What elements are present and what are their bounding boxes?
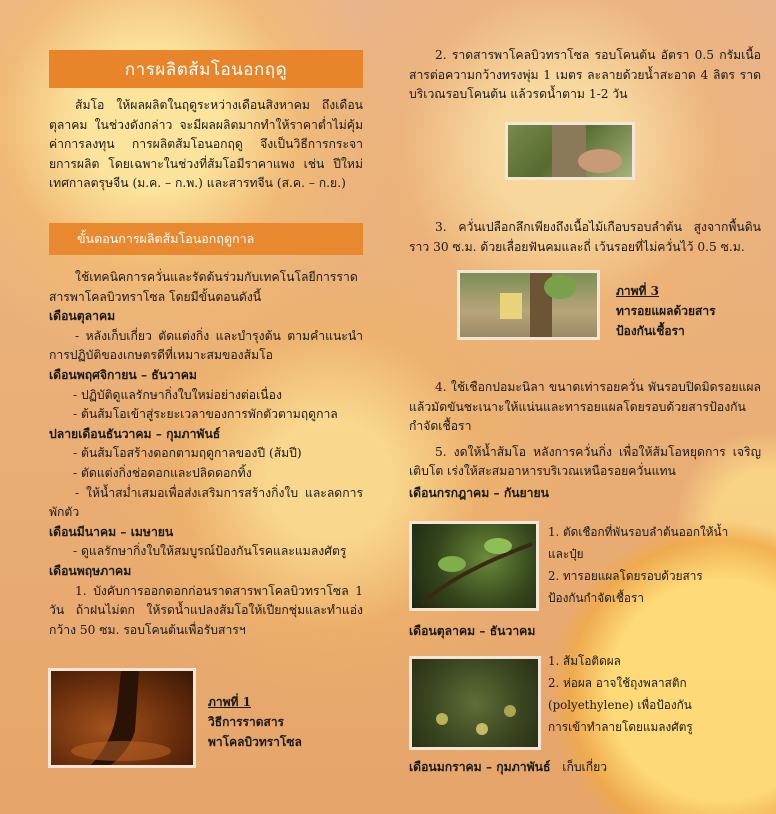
month-heading: เดือนกรกฎาคม – กันยายน <box>409 485 549 500</box>
steps-intro: ใช้เทคนิคการควั่นและรัดต้นร่วมกับเทคโนโลยีการราดสารพาโคลบิวทราโซล โดยมีขั้นตอนดังนี้ <box>49 270 358 304</box>
month-heading: เดือนตุลาคม <box>49 309 116 324</box>
step-item: - ต้นส้มโอสร้างดอกตามฤดูกาลของปี (ส้มปี) <box>73 446 302 461</box>
figure-3-caption <box>616 281 716 341</box>
step-3-paragraph: 3. ควั่นเปลือกลึกเพียงถึงเนื้อไม้เกือบรอบลำต้น สูงจากพื้นดินราว 30 ซ.ม. ด้วยเลื่อยฟันคมและถี่ เว้นรอยที่ไม่ควั่นไว้ 0.5 ซ.ม. <box>409 220 761 254</box>
figure-1-line: พาโคลบิวทราโซล <box>208 735 302 749</box>
figure-4-photo <box>409 521 539 611</box>
harvest-line <box>409 758 761 778</box>
intro-block <box>49 96 363 194</box>
page-title-banner <box>49 50 363 88</box>
figure-1-line: วิธีการราดสาร <box>208 715 284 729</box>
fruiting-tree-illustration <box>412 659 538 747</box>
step-item: และปุ๋ย <box>548 547 584 561</box>
figure-1-caption <box>208 692 302 752</box>
oct-dec-steps <box>548 650 762 738</box>
step-item: 1. ตัดเชือกที่พันรอบลำต้นออกให้น้ำ <box>548 525 729 539</box>
month-heading: เดือนมกราคม – กุมภาพันธ์ <box>409 760 551 774</box>
jul-sep-steps <box>548 521 762 609</box>
steps-block <box>49 268 363 640</box>
page-title: การผลิตส้มโอนอกฤดู <box>124 59 288 80</box>
figure-3-label: ภาพที่ 3 <box>616 284 659 298</box>
figure-1-label: ภาพที่ 1 <box>208 695 251 709</box>
step-item: - หลังเก็บเกี่ยว ตัดแต่งกิ่ง และบำรุงต้น ตามคำแนะนำการปฏิบัติของเกษตรดีที่เหมาะสมของส้มโอ <box>49 328 363 363</box>
steps-title-banner <box>49 223 363 255</box>
step-4-paragraph: 4. ใช้เชือกปอมะนิลา ขนาดเท่ารอยควั่น พันรอบปิดมิดรอยแผลแล้วมัดขันชะเนาะให้แน่นและทารอยแผลโดยรอบด้วยสารป้องกันกำจัดเชื้อรา <box>409 380 761 434</box>
step-item: 1. บังคับการออกดอกก่อนราดสารพาโคลบิวทราโซล 1 วัน ถ้าฝนไม่ตก ให้รดน้ำแปลงส้มโอให้เปียกชุ่มและทำแอ่งกว้าง 50 ซม. รอบโคนต้นเพื่อรับสารฯ <box>49 583 363 637</box>
step-item: - ให้น้ำสม่ำเสมอเพื่อส่งเสริมการสร้างกิ่งใบ และลดการพักตัว <box>49 485 363 520</box>
figure-3-line: ป้องกันเชื้อรา <box>616 324 685 338</box>
trunk-fungicide-illustration <box>460 273 597 337</box>
figure-5-photo <box>409 656 541 750</box>
trunk-painting-illustration <box>508 125 632 177</box>
step-item: - ดูแลรักษากิ่งใบให้สมบูรณ์ป้องกันโรคและแมลงศัตรู <box>73 544 347 559</box>
step-item: - ต้นส้มโอเข้าสู่ระยะเวลาของการพักตัวตามฤดูกาล <box>73 407 338 422</box>
harvest-text: เก็บเกี่ยว <box>562 760 608 774</box>
month-heading: เดือนตุลาคม – ธันวาคม <box>409 624 536 638</box>
figure-1-photo <box>48 668 196 768</box>
step-item: ป้องกันกำจัดเชื้อรา <box>548 591 644 605</box>
figure-2-photo <box>505 122 635 180</box>
step-5-paragraph: 5. งดให้น้ำส้มโอ หลังการควั่นกิ่ง เพื่อให้ส้มโอหยุดการ เจริญเติบโต เร่งให้สะสมอาหารบริเวณเหนือรอยควั่นแทน <box>409 444 761 479</box>
tree-trunk-illustration <box>51 671 193 765</box>
step-item: 2. ห่อผล อาจใช้ถุงพลาสติก <box>548 676 687 690</box>
steps-title: ขั้นตอนการผลิตส้มโอนอกฤดูกาล <box>77 231 255 246</box>
figure-3-photo <box>457 270 600 340</box>
step-2-paragraph: 2. ราดสารพาโคลบิวทราโซล รอบโคนต้น อัตรา 0.5 กรัมเนื้อสารต่อความกว้างทรงพุ่ม 1 เมตร ละลายด้วยน้ำสะอาด 4 ลิตร ราดบริเวณรอบโคนต้น แล้วรดน้ำตาม 1-2 วัน <box>409 48 761 102</box>
intro-paragraph: ส้มโอ ให้ผลผลิตในฤดูระหว่างเดือนสิงหาคม ถึงเดือนตุลาคม ในช่วงดังกล่าว จะมีผลผลิตมากทำให้ราคาต่ำไม่คุ้มค่าการลงทุน การผลิตส้มโอนอกฤดู จึงเป็นวิธีการกระจายการผลิต โดยเฉพาะในช่วงที่ส้มโอมีราคาแพง เช่น ปีใหม่ เทศกาลตรุษจีน (ม.ค. – ก.พ.) และสารทจีน (ส.ค. – ก.ย.) <box>49 98 363 191</box>
step-item: (polyethylene) เพื่อป้องกัน <box>548 698 692 712</box>
step-2-block <box>409 46 761 105</box>
step-item: 2. ทารอยแผลโดยรอบด้วยสาร <box>548 569 703 583</box>
oct-dec-heading-block <box>409 622 761 642</box>
month-heading: เดือนมีนาคม – เมษายน <box>49 524 174 539</box>
figure-3-line: ทารอยแผลด้วยสาร <box>616 304 716 318</box>
step-4-5-block <box>409 378 761 504</box>
month-heading: ปลายเดือนธันวาคม – กุมภาพันธ์ <box>49 426 221 441</box>
step-item: การเข้าทำลายโดยแมลงศัตรู <box>548 720 693 734</box>
citrus-branch-illustration <box>412 524 536 608</box>
step-item: 1. ส้มโอติดผล <box>548 654 621 668</box>
month-heading: เดือนพฤษภาคม <box>49 563 132 578</box>
month-heading: เดือนพฤศจิกายน – ธันวาคม <box>49 367 197 382</box>
step-item: - ตัดแต่งกิ่งช่อดอกและปลิดดอกทิ้ง <box>73 465 252 480</box>
step-item: - ปฏิบัติดูแลรักษากิ่งใบใหม่อย่างต่อเนื่อง <box>73 387 282 402</box>
step-3-block <box>409 218 761 257</box>
